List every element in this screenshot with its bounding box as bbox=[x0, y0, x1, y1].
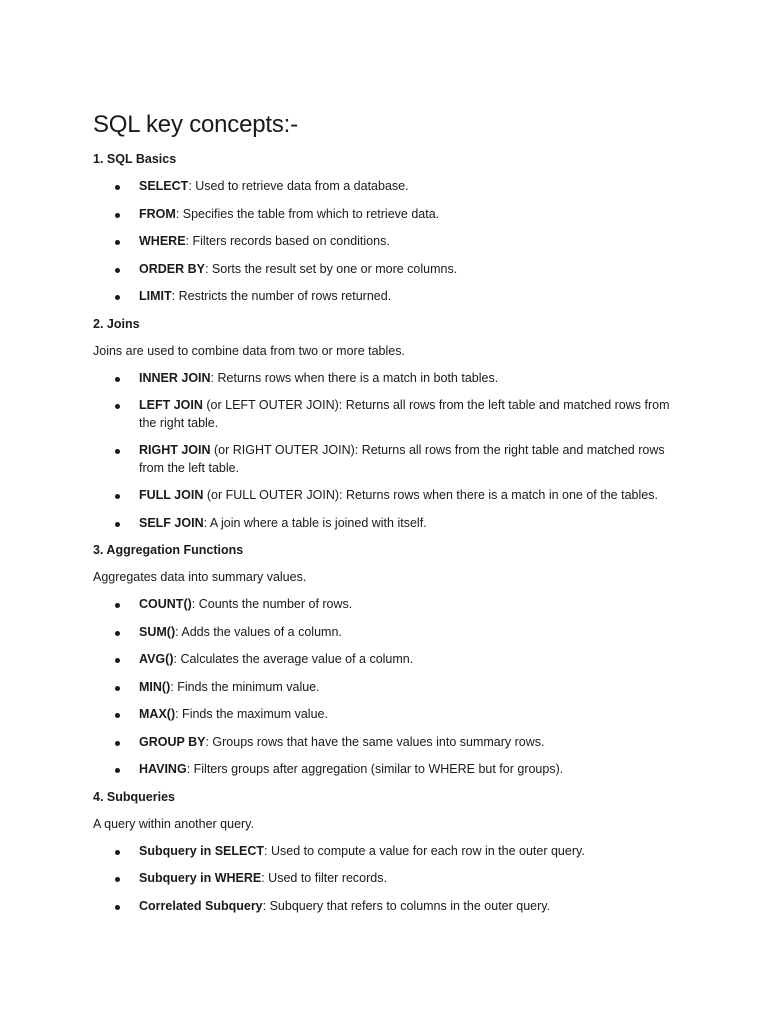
list-item bbox=[93, 706, 683, 724]
list-item bbox=[93, 596, 683, 614]
document-title: SQL key concepts:- bbox=[93, 111, 298, 138]
bullet-icon bbox=[115, 377, 120, 382]
item-term: HAVING bbox=[139, 762, 187, 776]
list-item bbox=[93, 870, 683, 888]
item-term: LEFT JOIN bbox=[139, 398, 203, 412]
item-term: SELF JOIN bbox=[139, 515, 204, 530]
item-description: : Restricts the number of rows returned. bbox=[171, 289, 392, 303]
item-description: : Finds the maximum value. bbox=[175, 707, 328, 721]
section-heading: 1. SQL Basics bbox=[93, 152, 177, 166]
item-term: Subquery in WHERE bbox=[139, 871, 262, 885]
item-description: (or FULL OUTER JOIN): Returns rows when there is a match in one of the tables. bbox=[203, 488, 658, 502]
list-item bbox=[93, 898, 683, 916]
item-term: Subquery in SELECT bbox=[139, 843, 265, 858]
bullet-icon bbox=[115, 449, 120, 454]
item-description: : Filters groups after aggregation (similar to WHERE but for groups). bbox=[186, 762, 564, 776]
item-description: : Sorts the result set by one or more columns. bbox=[204, 261, 458, 276]
document-page bbox=[93, 108, 683, 925]
item-description: : Subquery that refers to columns in the outer query. bbox=[262, 898, 551, 913]
bullet-icon bbox=[115, 658, 120, 663]
section-intro: A query within another query. bbox=[93, 816, 254, 831]
bullet-list bbox=[93, 370, 683, 533]
item-description: : Specifies the table from which to retrieve data. bbox=[175, 206, 440, 221]
bullet-icon bbox=[115, 295, 120, 300]
bullet-icon bbox=[115, 603, 120, 608]
item-term: GROUP BY bbox=[139, 734, 206, 749]
bullet-icon bbox=[115, 741, 120, 746]
item-term: AVG() bbox=[139, 652, 174, 666]
item-description: : Counts the number of rows. bbox=[191, 597, 353, 611]
item-description: : Groups rows that have the same values into summary rows. bbox=[205, 734, 545, 749]
bullet-list bbox=[93, 843, 683, 916]
bullet-icon bbox=[115, 905, 120, 910]
section-intro: Aggregates data into summary values. bbox=[93, 570, 307, 584]
bullet-icon bbox=[115, 713, 120, 718]
item-description: : Adds the values of a column. bbox=[175, 624, 342, 639]
item-term: SUM() bbox=[139, 624, 176, 639]
list-item bbox=[93, 679, 683, 697]
section bbox=[93, 789, 683, 916]
list-item bbox=[93, 515, 683, 533]
bullet-icon bbox=[115, 877, 120, 882]
bullet-icon bbox=[115, 494, 120, 499]
list-item bbox=[93, 651, 683, 669]
list-item bbox=[93, 761, 683, 779]
bullet-list bbox=[93, 178, 683, 306]
list-item bbox=[93, 288, 683, 306]
item-term: FULL JOIN bbox=[139, 488, 204, 502]
bullet-icon bbox=[115, 240, 120, 245]
item-term: FROM bbox=[139, 206, 176, 221]
bullet-icon bbox=[115, 768, 120, 773]
list-item bbox=[93, 178, 683, 196]
bullet-icon bbox=[115, 404, 120, 409]
list-item bbox=[93, 206, 683, 224]
item-term: SELECT bbox=[139, 179, 189, 193]
bullet-icon bbox=[115, 850, 120, 855]
bullet-icon bbox=[115, 268, 120, 273]
bullet-icon bbox=[115, 213, 120, 218]
item-term: RIGHT JOIN bbox=[139, 443, 211, 457]
list-item bbox=[93, 261, 683, 279]
item-term: INNER JOIN bbox=[139, 370, 211, 385]
item-description: (or LEFT OUTER JOIN): Returns all rows from the left table and matched rows from the right table. bbox=[139, 398, 670, 430]
section-heading: 2. Joins bbox=[93, 316, 140, 331]
item-description: : Used to retrieve data from a database. bbox=[188, 179, 409, 193]
item-term: MAX() bbox=[139, 707, 176, 721]
section-heading: 3. Aggregation Functions bbox=[93, 543, 244, 557]
section bbox=[93, 542, 683, 779]
item-description: : A join where a table is joined with itself. bbox=[203, 515, 427, 530]
item-term: MIN() bbox=[139, 679, 171, 694]
sections-container bbox=[93, 151, 683, 915]
item-term: Correlated Subquery bbox=[139, 898, 263, 913]
list-item bbox=[93, 442, 683, 477]
item-description: (or RIGHT OUTER JOIN): Returns all rows from the right table and matched rows from the left table. bbox=[139, 443, 665, 475]
list-item bbox=[93, 487, 683, 505]
section bbox=[93, 316, 683, 533]
section bbox=[93, 151, 683, 306]
bullet-icon bbox=[115, 522, 120, 527]
item-term: ORDER BY bbox=[139, 261, 205, 276]
item-description: : Used to filter records. bbox=[261, 871, 387, 885]
bullet-icon bbox=[115, 185, 120, 190]
bullet-list bbox=[93, 596, 683, 779]
section-heading: 4. Subqueries bbox=[93, 789, 175, 804]
item-term: COUNT() bbox=[139, 597, 192, 611]
list-item bbox=[93, 624, 683, 642]
item-description: : Used to compute a value for each row in the outer query. bbox=[264, 843, 585, 858]
item-term: WHERE bbox=[139, 234, 186, 248]
list-item bbox=[93, 843, 683, 861]
item-description: : Finds the minimum value. bbox=[170, 679, 320, 694]
list-item bbox=[93, 397, 683, 432]
item-description: : Filters records based on conditions. bbox=[185, 234, 390, 248]
bullet-icon bbox=[115, 631, 120, 636]
item-description: : Calculates the average value of a column. bbox=[173, 652, 414, 666]
list-item bbox=[93, 734, 683, 752]
item-description: : Returns rows when there is a match in both tables. bbox=[210, 370, 499, 385]
list-item bbox=[93, 370, 683, 388]
item-term: LIMIT bbox=[139, 289, 172, 303]
section-intro: Joins are used to combine data from two or more tables. bbox=[93, 343, 405, 358]
list-item bbox=[93, 233, 683, 251]
bullet-icon bbox=[115, 686, 120, 691]
